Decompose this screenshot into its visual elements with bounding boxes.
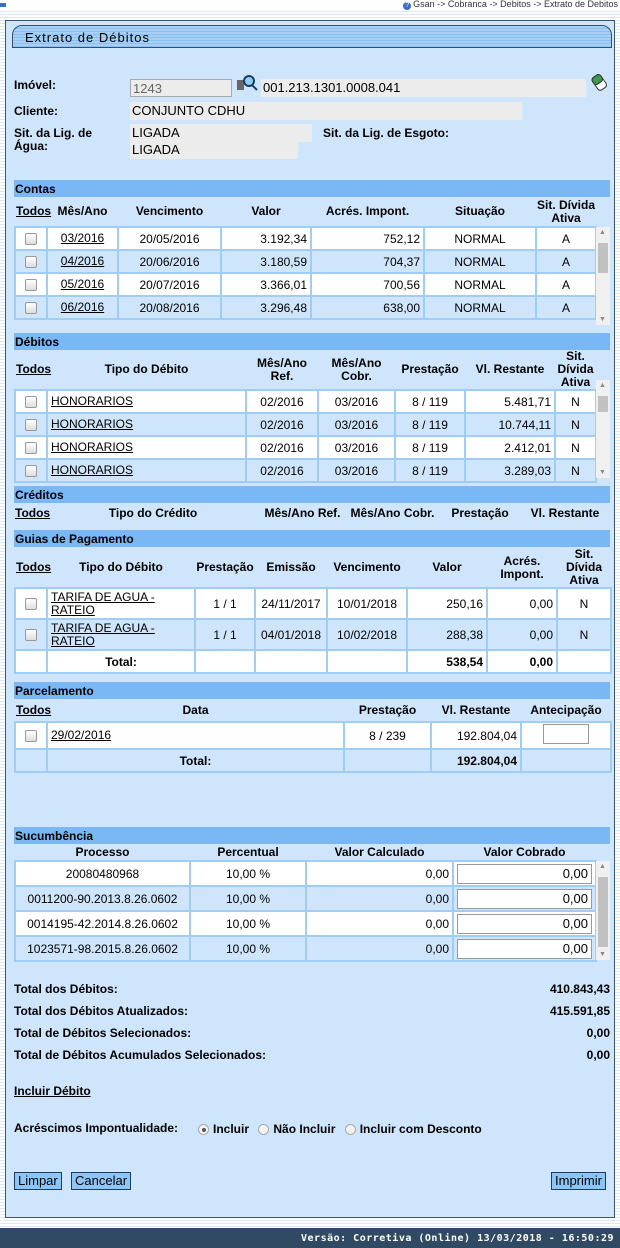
col-tipo-debito: Tipo do Débito <box>79 560 163 574</box>
mes-ano-cobr: 03/2016 <box>318 436 395 459</box>
prestacao: 8 / 119 <box>395 390 465 413</box>
total-label: Total: <box>47 650 195 673</box>
table-row <box>15 886 611 911</box>
col-data: Data <box>182 703 209 717</box>
col-sit-divida: Sit. Dívida Ativa <box>537 197 596 225</box>
total-value: 410.843,43 <box>549 982 610 996</box>
acrescimos-radio-group <box>192 1122 482 1136</box>
col-prestacao: Prestação <box>358 703 417 717</box>
row-checkbox[interactable] <box>25 256 37 268</box>
tipo-debito-link[interactable]: TARIFA DE AGUA - RATEIO <box>51 589 155 617</box>
valor: 3.192,34 <box>221 227 311 250</box>
acres-impont: 638,00 <box>311 296 424 319</box>
emissao: 04/01/2018 <box>255 619 327 650</box>
vencimento: 20/08/2016 <box>118 296 221 319</box>
row-checkbox[interactable] <box>25 396 37 408</box>
col-mes-ano-ref: Mês/Ano Ref. <box>256 355 307 383</box>
col-antecipacao: Antecipação <box>530 703 602 717</box>
mes-ano-cobr: 03/2016 <box>318 413 395 436</box>
col-emissao: Emissão <box>266 560 316 574</box>
col-percentual: Percentual <box>217 844 279 859</box>
valor-calculado: 0,00 <box>306 936 453 961</box>
situacao: NORMAL <box>424 227 536 250</box>
page-title: Extrato de Débitos <box>12 25 612 48</box>
col-prestacao: Prestação <box>401 362 459 376</box>
col-vl-restante: Vl. Restante <box>530 505 600 520</box>
total-debitos-acumulados <box>14 1048 610 1062</box>
processo: 0014195-42.2014.8.26.0602 <box>15 911 190 936</box>
table-row <box>15 227 611 250</box>
menu-marker <box>0 3 6 7</box>
col-situacao: Situação <box>454 204 505 218</box>
table-row <box>15 390 611 413</box>
processo: 20080480968 <box>15 861 190 886</box>
mes-ano-ref: 02/2016 <box>246 459 318 482</box>
eraser-icon[interactable] <box>590 72 608 92</box>
row-checkbox[interactable] <box>25 233 37 245</box>
table-row <box>15 722 611 749</box>
col-acres-impont: Acrés. Impont. <box>500 553 544 581</box>
mes-ano-link[interactable]: 04/2016 <box>60 254 105 268</box>
imovel-label: Imóvel: <box>14 78 57 92</box>
mes-ano-link[interactable]: 05/2016 <box>60 277 105 291</box>
total-label: Total de Débitos Acumulados Selecionados: <box>14 1048 267 1062</box>
col-processo: Processo <box>75 844 130 859</box>
sit-divida: N <box>557 619 611 650</box>
col-sit-divida: Sit. Dívida Ativa <box>557 349 594 389</box>
mes-ano-link[interactable]: 03/2016 <box>60 231 105 245</box>
acres-impont: 0,00 <box>487 588 557 619</box>
col-acres-impont: Acrés. Impont. <box>325 204 410 218</box>
creditos-table <box>14 504 610 522</box>
contas-scrollbar[interactable]: ▲ ▼ <box>596 227 610 325</box>
data-link[interactable]: 29/02/2016 <box>51 728 112 742</box>
valor: 3.180,59 <box>221 250 311 273</box>
prestacao: 8 / 119 <box>395 413 465 436</box>
total-acres: 0,00 <box>487 650 557 673</box>
emissao: 24/11/2017 <box>255 588 327 619</box>
col-vl-restante: Vl. Restante <box>441 703 511 717</box>
sit-agua-label: Sit. da Lig. de Água: <box>14 126 93 153</box>
table-row <box>15 619 611 650</box>
radio-label: Incluir <box>213 1122 250 1136</box>
total-debitos <box>14 982 610 996</box>
incluir-debito-link[interactable]: Incluir Débito <box>14 1084 91 1098</box>
valor-cobrado-input[interactable]: 0,00 <box>457 939 592 959</box>
situacao: NORMAL <box>424 250 536 273</box>
col-vl-restante: Vl. Restante <box>475 362 545 376</box>
sit-divida: N <box>557 588 611 619</box>
col-valor: Valor <box>251 204 281 218</box>
row-checkbox[interactable] <box>25 419 37 431</box>
col-tipo-debito: Tipo do Débito <box>104 362 189 376</box>
vl-restante: 10.744,11 <box>465 413 555 436</box>
vencimento: 20/07/2016 <box>118 273 221 296</box>
table-row <box>15 936 611 961</box>
parcelamento-table <box>14 700 612 773</box>
total-value: 0,00 <box>586 1048 610 1062</box>
col-vencimento: Vencimento <box>333 560 401 574</box>
breadcrumb-text: Gsan -> Cobranca -> Debitos -> Extrato de Debitos <box>413 0 618 9</box>
sit-divida: N <box>555 413 596 436</box>
sit-esgoto-value: LIGADA <box>130 141 298 159</box>
percentual: 10,00 % <box>190 861 306 886</box>
tipo-debito-link[interactable]: HONORARIOS <box>51 417 134 431</box>
prestacao: 1 / 1 <box>195 588 255 619</box>
sucumbencia-scrollbar[interactable]: ▲ ▼ <box>596 861 610 960</box>
table-row <box>15 459 611 482</box>
processo: 1023571-98.2015.8.26.0602 <box>15 936 190 961</box>
mes-ano-ref: 02/2016 <box>246 436 318 459</box>
row-checkbox[interactable] <box>25 302 37 314</box>
sit-esgoto-label: Sit. da Lig. de Esgoto: <box>323 126 449 140</box>
col-mes-ano-cobr: Mês/Ano Cobr. <box>331 355 382 383</box>
vencimento: 10/01/2018 <box>327 588 407 619</box>
radio-label: Não Incluir <box>273 1122 336 1136</box>
vencimento: 10/02/2018 <box>327 619 407 650</box>
imovel-matricula-field[interactable]: 1243 <box>130 79 232 97</box>
version-footer: Versão: Corretiva (Online) 13/03/2018 - 16:50:29 <box>0 1228 620 1248</box>
cancelar-button[interactable]: Cancelar <box>71 1172 131 1190</box>
col-tipo-credito: Tipo do Crédito <box>108 505 198 520</box>
sit-divida: N <box>555 459 596 482</box>
row-checkbox[interactable] <box>25 442 37 454</box>
total-debitos-atualizados <box>14 1004 610 1018</box>
vl-restante: 3.289,03 <box>465 459 555 482</box>
col-mes-ano: Mês/Ano <box>57 204 108 218</box>
valor: 3.296,48 <box>221 296 311 319</box>
situacao: NORMAL <box>424 273 536 296</box>
row-checkbox[interactable] <box>25 279 37 291</box>
valor-cobrado-input[interactable]: 0,00 <box>457 864 592 884</box>
breadcrumb <box>0 0 620 9</box>
row-checkbox[interactable] <box>25 465 37 477</box>
valor-calculado: 0,00 <box>306 911 453 936</box>
valor: 250,16 <box>407 588 487 619</box>
sit-agua-value: LIGADA <box>130 124 312 142</box>
vl-restante: 2.412,01 <box>465 436 555 459</box>
valor-calculado: 0,00 <box>306 886 453 911</box>
sucumbencia-section-title: Sucumbência <box>14 827 610 844</box>
total-label: Total dos Débitos Atualizados: <box>14 1004 189 1018</box>
sit-divida: A <box>536 227 596 250</box>
radio-label: Incluir com Desconto <box>359 1122 482 1136</box>
mes-ano-link[interactable]: 06/2016 <box>60 300 105 314</box>
guias-section-title: Guias de Pagamento <box>14 530 610 547</box>
vl-restante: 5.481,71 <box>465 390 555 413</box>
total-valor: 192.804,04 <box>431 749 521 772</box>
col-valor-cobrado: Valor Cobrado <box>483 844 566 859</box>
table-row <box>15 273 611 296</box>
radio-nao-incluir[interactable] <box>258 1124 269 1135</box>
table-row <box>15 296 611 319</box>
vl-restante: 192.804,04 <box>431 722 521 749</box>
acres-impont: 704,37 <box>311 250 424 273</box>
prestacao: 8 / 119 <box>395 459 465 482</box>
col-valor: Valor <box>432 560 462 574</box>
row-checkbox[interactable] <box>25 629 37 641</box>
creditos-section-title: Créditos <box>14 486 610 503</box>
imovel-inscricao: 001.213.1301.0008.041 <box>261 79 586 97</box>
contas-section-title: Contas <box>14 180 610 197</box>
parcelamento-total-row <box>15 749 611 772</box>
mes-ano-cobr: 03/2016 <box>318 390 395 413</box>
help-icon[interactable]: ? <box>403 2 411 10</box>
col-valor-calculado: Valor Calculado <box>334 844 425 859</box>
situacao: NORMAL <box>424 296 536 319</box>
limpar-button[interactable]: Limpar <box>14 1172 62 1190</box>
acrescimos-label: Acréscimos Impontualidade: <box>14 1121 179 1135</box>
acres-impont: 752,12 <box>311 227 424 250</box>
valor-cobrado-input[interactable]: 0,00 <box>457 914 592 934</box>
tipo-debito-link[interactable]: TARIFA DE AGUA - RATEIO <box>51 620 155 648</box>
processo: 0011200-90.2013.8.26.0602 <box>15 886 190 911</box>
antecipacao-input[interactable] <box>543 724 589 744</box>
cliente-value: CONJUNTO CDHU <box>130 102 522 120</box>
total-value: 415.591,85 <box>549 1004 610 1018</box>
select-all-creditos[interactable]: Todos <box>15 505 51 520</box>
percentual: 10,00 % <box>190 936 306 961</box>
radio-incluir[interactable] <box>198 1124 209 1135</box>
total-valor: 538,54 <box>407 650 487 673</box>
sit-divida: A <box>536 250 596 273</box>
col-prestacao: Prestação <box>196 560 254 574</box>
imprimir-button[interactable]: Imprimir <box>551 1172 606 1190</box>
tipo-debito-link[interactable]: HONORARIOS <box>51 463 134 477</box>
sit-divida: A <box>536 296 596 319</box>
total-label: Total: <box>47 749 344 772</box>
prestacao: 8 / 239 <box>344 722 431 749</box>
guias-table <box>14 548 612 674</box>
sit-divida: N <box>555 436 596 459</box>
tipo-debito-link[interactable]: HONORARIOS <box>51 440 134 454</box>
acres-impont: 700,56 <box>311 273 424 296</box>
search-icon[interactable] <box>236 74 258 92</box>
mes-ano-cobr: 03/2016 <box>318 459 395 482</box>
total-label: Total de Débitos Selecionados: <box>14 1026 192 1040</box>
col-sit-divida: Sit. Dívida Ativa <box>565 547 602 587</box>
col-mes-ano-cobr: Mês/Ano Cobr. <box>350 505 435 520</box>
valor-cobrado-input[interactable]: 0,00 <box>457 889 592 909</box>
table-row <box>15 436 611 459</box>
select-all-parcelamento[interactable]: Todos <box>16 703 52 717</box>
total-debitos-selecionados <box>14 1026 610 1040</box>
valor: 288,38 <box>407 619 487 650</box>
table-row <box>15 250 611 273</box>
mes-ano-ref: 02/2016 <box>246 390 318 413</box>
col-prestacao: Prestação <box>451 505 509 520</box>
table-row <box>15 911 611 936</box>
select-all-contas[interactable]: Todos <box>16 204 52 218</box>
prestacao: 8 / 119 <box>395 436 465 459</box>
valor: 3.366,01 <box>221 273 311 296</box>
percentual: 10,00 % <box>190 911 306 936</box>
debitos-scrollbar[interactable]: ▲ ▼ <box>596 380 610 478</box>
parcelamento-section-title: Parcelamento <box>14 682 610 699</box>
row-checkbox[interactable] <box>25 730 37 742</box>
vencimento: 20/05/2016 <box>118 227 221 250</box>
percentual: 10,00 % <box>190 886 306 911</box>
valor-calculado: 0,00 <box>306 861 453 886</box>
table-row <box>15 413 611 436</box>
select-all-debitos[interactable]: Todos <box>16 362 52 376</box>
col-vencimento: Vencimento <box>135 204 204 218</box>
total-value: 0,00 <box>586 1026 610 1040</box>
table-row <box>15 861 611 886</box>
radio-incluir-com-desconto[interactable] <box>345 1124 356 1135</box>
total-label: Total dos Débitos: <box>14 982 118 996</box>
mes-ano-ref: 02/2016 <box>246 413 318 436</box>
sucumbencia-table <box>14 844 612 962</box>
cliente-label: Cliente: <box>14 104 59 118</box>
select-all-guias[interactable]: Todos <box>16 560 52 574</box>
debitos-section-title: Débitos <box>14 333 610 350</box>
row-checkbox[interactable] <box>25 598 37 610</box>
guias-total-row <box>15 650 611 673</box>
tipo-debito-link[interactable]: HONORARIOS <box>51 394 134 408</box>
contas-table <box>14 197 612 320</box>
sit-divida: N <box>555 390 596 413</box>
debitos-table <box>14 350 612 483</box>
col-mes-ano-ref: Mês/Ano Ref. <box>264 505 341 520</box>
table-row <box>15 588 611 619</box>
vencimento: 20/06/2016 <box>118 250 221 273</box>
sit-divida: A <box>536 273 596 296</box>
acres-impont: 0,00 <box>487 619 557 650</box>
prestacao: 1 / 1 <box>195 619 255 650</box>
